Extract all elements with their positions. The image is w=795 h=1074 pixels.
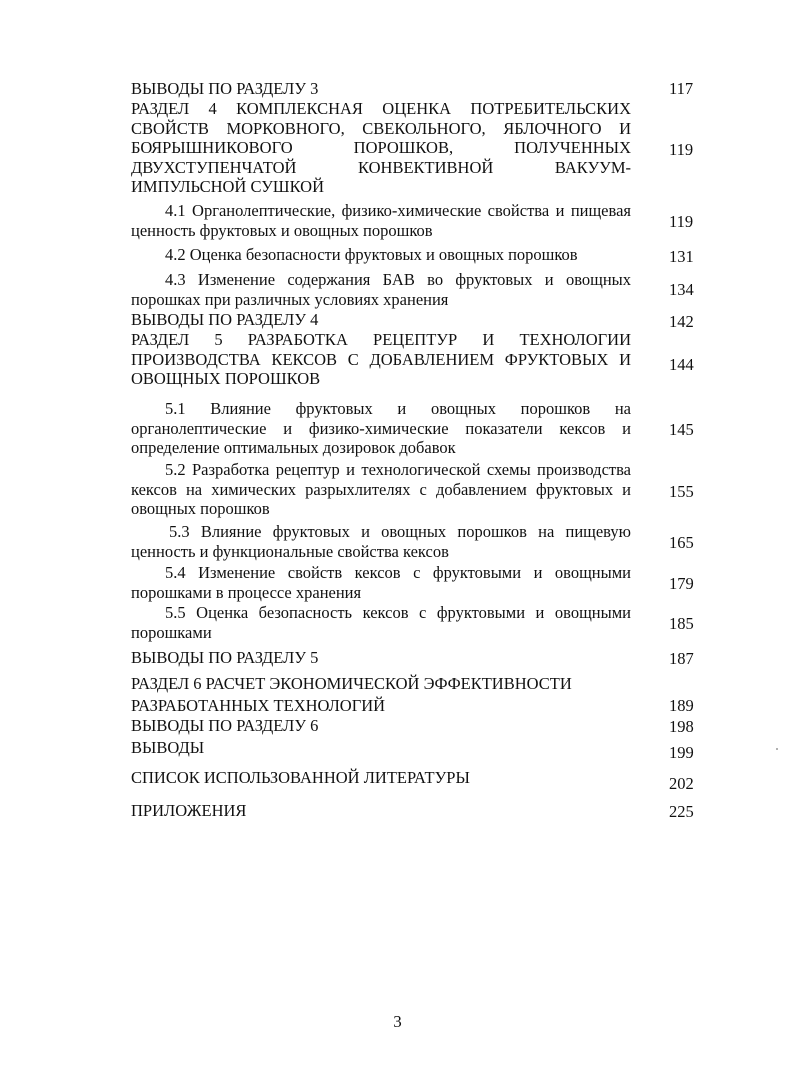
toc-entry-5-5 [131, 603, 631, 642]
toc-entry-title: 5.4 Изменение свойств кексов с фруктовыми и овощными порошками в процессе хранения [131, 563, 631, 602]
toc-entry-references [131, 768, 631, 788]
toc-page-number: 202 [669, 774, 694, 793]
toc-entry-4-2 [131, 245, 631, 265]
toc-entry-4-3 [131, 270, 631, 309]
toc-entry-title: ВЫВОДЫ [131, 738, 205, 757]
toc-page-number: 119 [669, 140, 694, 159]
toc-entry-title: СПИСОК ИСПОЛЬЗОВАННОЙ ЛИТЕРАТУРЫ [131, 768, 470, 787]
toc-entry-title: ВЫВОДЫ ПО РАЗДЕЛУ 4 [131, 310, 319, 329]
toc-entry-title: РАЗДЕЛ 4 КОМПЛЕКСНАЯ ОЦЕНКА ПОТРЕБИТЕЛЬСКИХ СВОЙСТВ МОРКОВНОГО, СВЕКОЛЬНОГО, ЯБЛОЧНОГО И БОЯРЫШНИКОВОГО ПОРОШКОВ, ПОЛУЧЕННЫХ ДВУХСТУПЕНЧАТОЙ КОНВЕКТИВНОЙ ВАКУУМ-ИМПУЛЬСНОЙ СУШКОЙ [131, 99, 631, 196]
toc-page-number: 155 [669, 482, 694, 501]
toc-page-number: 225 [669, 802, 694, 821]
toc-entry-conclusions-6 [131, 716, 631, 736]
toc-entry-4-1 [131, 201, 631, 240]
toc-entry-title: 4.3 Изменение содержания БАВ во фруктовых и овощных порошках при различных условиях хранения [131, 270, 631, 309]
toc-page-number: 198 [669, 717, 694, 736]
toc-page-number: 117 [669, 79, 694, 98]
toc-entry-section-4 [131, 99, 631, 197]
toc-page-number: 144 [669, 355, 694, 374]
toc-entry-title: 5.1 Влияние фруктовых и овощных порошков на органолептические и физико-химические показатели кексов и определение оптимальных дозировок добавок [131, 399, 631, 457]
toc-entry-appendices [131, 801, 631, 821]
toc-entry-5-1 [131, 399, 631, 458]
toc-entry-title: ВЫВОДЫ ПО РАЗДЕЛУ 5 [131, 648, 319, 667]
toc-entry-title: ВЫВОДЫ ПО РАЗДЕЛУ 6 [131, 716, 319, 735]
toc-page-number: 134 [669, 280, 694, 299]
toc-entry-title: 4.1 Органолептические, физико-химические свойства и пищевая ценность фруктовых и овощных порошков [131, 201, 631, 240]
toc-entry-section-5 [131, 330, 631, 389]
toc-entry-section-6 [131, 673, 651, 717]
toc-entry-title: ВЫВОДЫ ПО РАЗДЕЛУ 3 [131, 79, 319, 98]
toc-page-number: 165 [669, 533, 694, 552]
page-number: 3 [393, 1012, 402, 1031]
toc-page-number: 119 [669, 212, 694, 231]
toc-entry-conclusions-5 [131, 648, 631, 668]
toc-page-number: 179 [669, 574, 694, 593]
toc-entry-5-3 [131, 522, 631, 561]
toc-entry-conclusions-4 [131, 310, 631, 330]
toc-page-number: 142 [669, 312, 694, 331]
toc-entry-conclusions-3 [131, 79, 631, 99]
toc-page-number: 145 [669, 420, 694, 439]
toc-page-number: 199 [669, 743, 694, 762]
toc-entry-title: 5.5 Оценка безопасность кексов с фруктовыми и овощными порошками [131, 603, 631, 642]
toc-entry-title: 5.3 Влияние фруктовых и овощных порошков на пищевую ценность и функциональные свойства кексов [131, 522, 631, 561]
toc-entry-title: 5.2 Разработка рецептур и технологической схемы производства кексов на химических разрыхлителях с добавлением фруктовых и овощных порошков [131, 460, 631, 518]
toc-page-number: 185 [669, 614, 694, 633]
toc-page-number: 131 [669, 247, 694, 266]
scan-speck [776, 748, 778, 750]
toc-entry-title: 4.2 Оценка безопасности фруктовых и овощных порошков [165, 245, 578, 264]
toc-entry-title: РАЗДЕЛ 6 РАСЧЕТ ЭКОНОМИЧЕСКОЙ ЭФФЕКТИВНОСТИ РАЗРАБОТАННЫХ ТЕХНОЛОГИЙ [131, 674, 572, 715]
toc-entry-title: ПРИЛОЖЕНИЯ [131, 801, 247, 820]
toc-entry-5-2 [131, 460, 631, 519]
toc-entry-title: РАЗДЕЛ 5 РАЗРАБОТКА РЕЦЕПТУР И ТЕХНОЛОГИИ ПРОИЗВОДСТВА КЕКСОВ С ДОБАВЛЕНИЕМ ФРУКТОВЫХ И ОВОЩНЫХ ПОРОШКОВ [131, 330, 631, 388]
toc-entry-5-4 [131, 563, 631, 602]
toc-entry-conclusions [131, 738, 631, 758]
toc-page-number: 189 [669, 696, 694, 715]
toc-page-number: 187 [669, 649, 694, 668]
